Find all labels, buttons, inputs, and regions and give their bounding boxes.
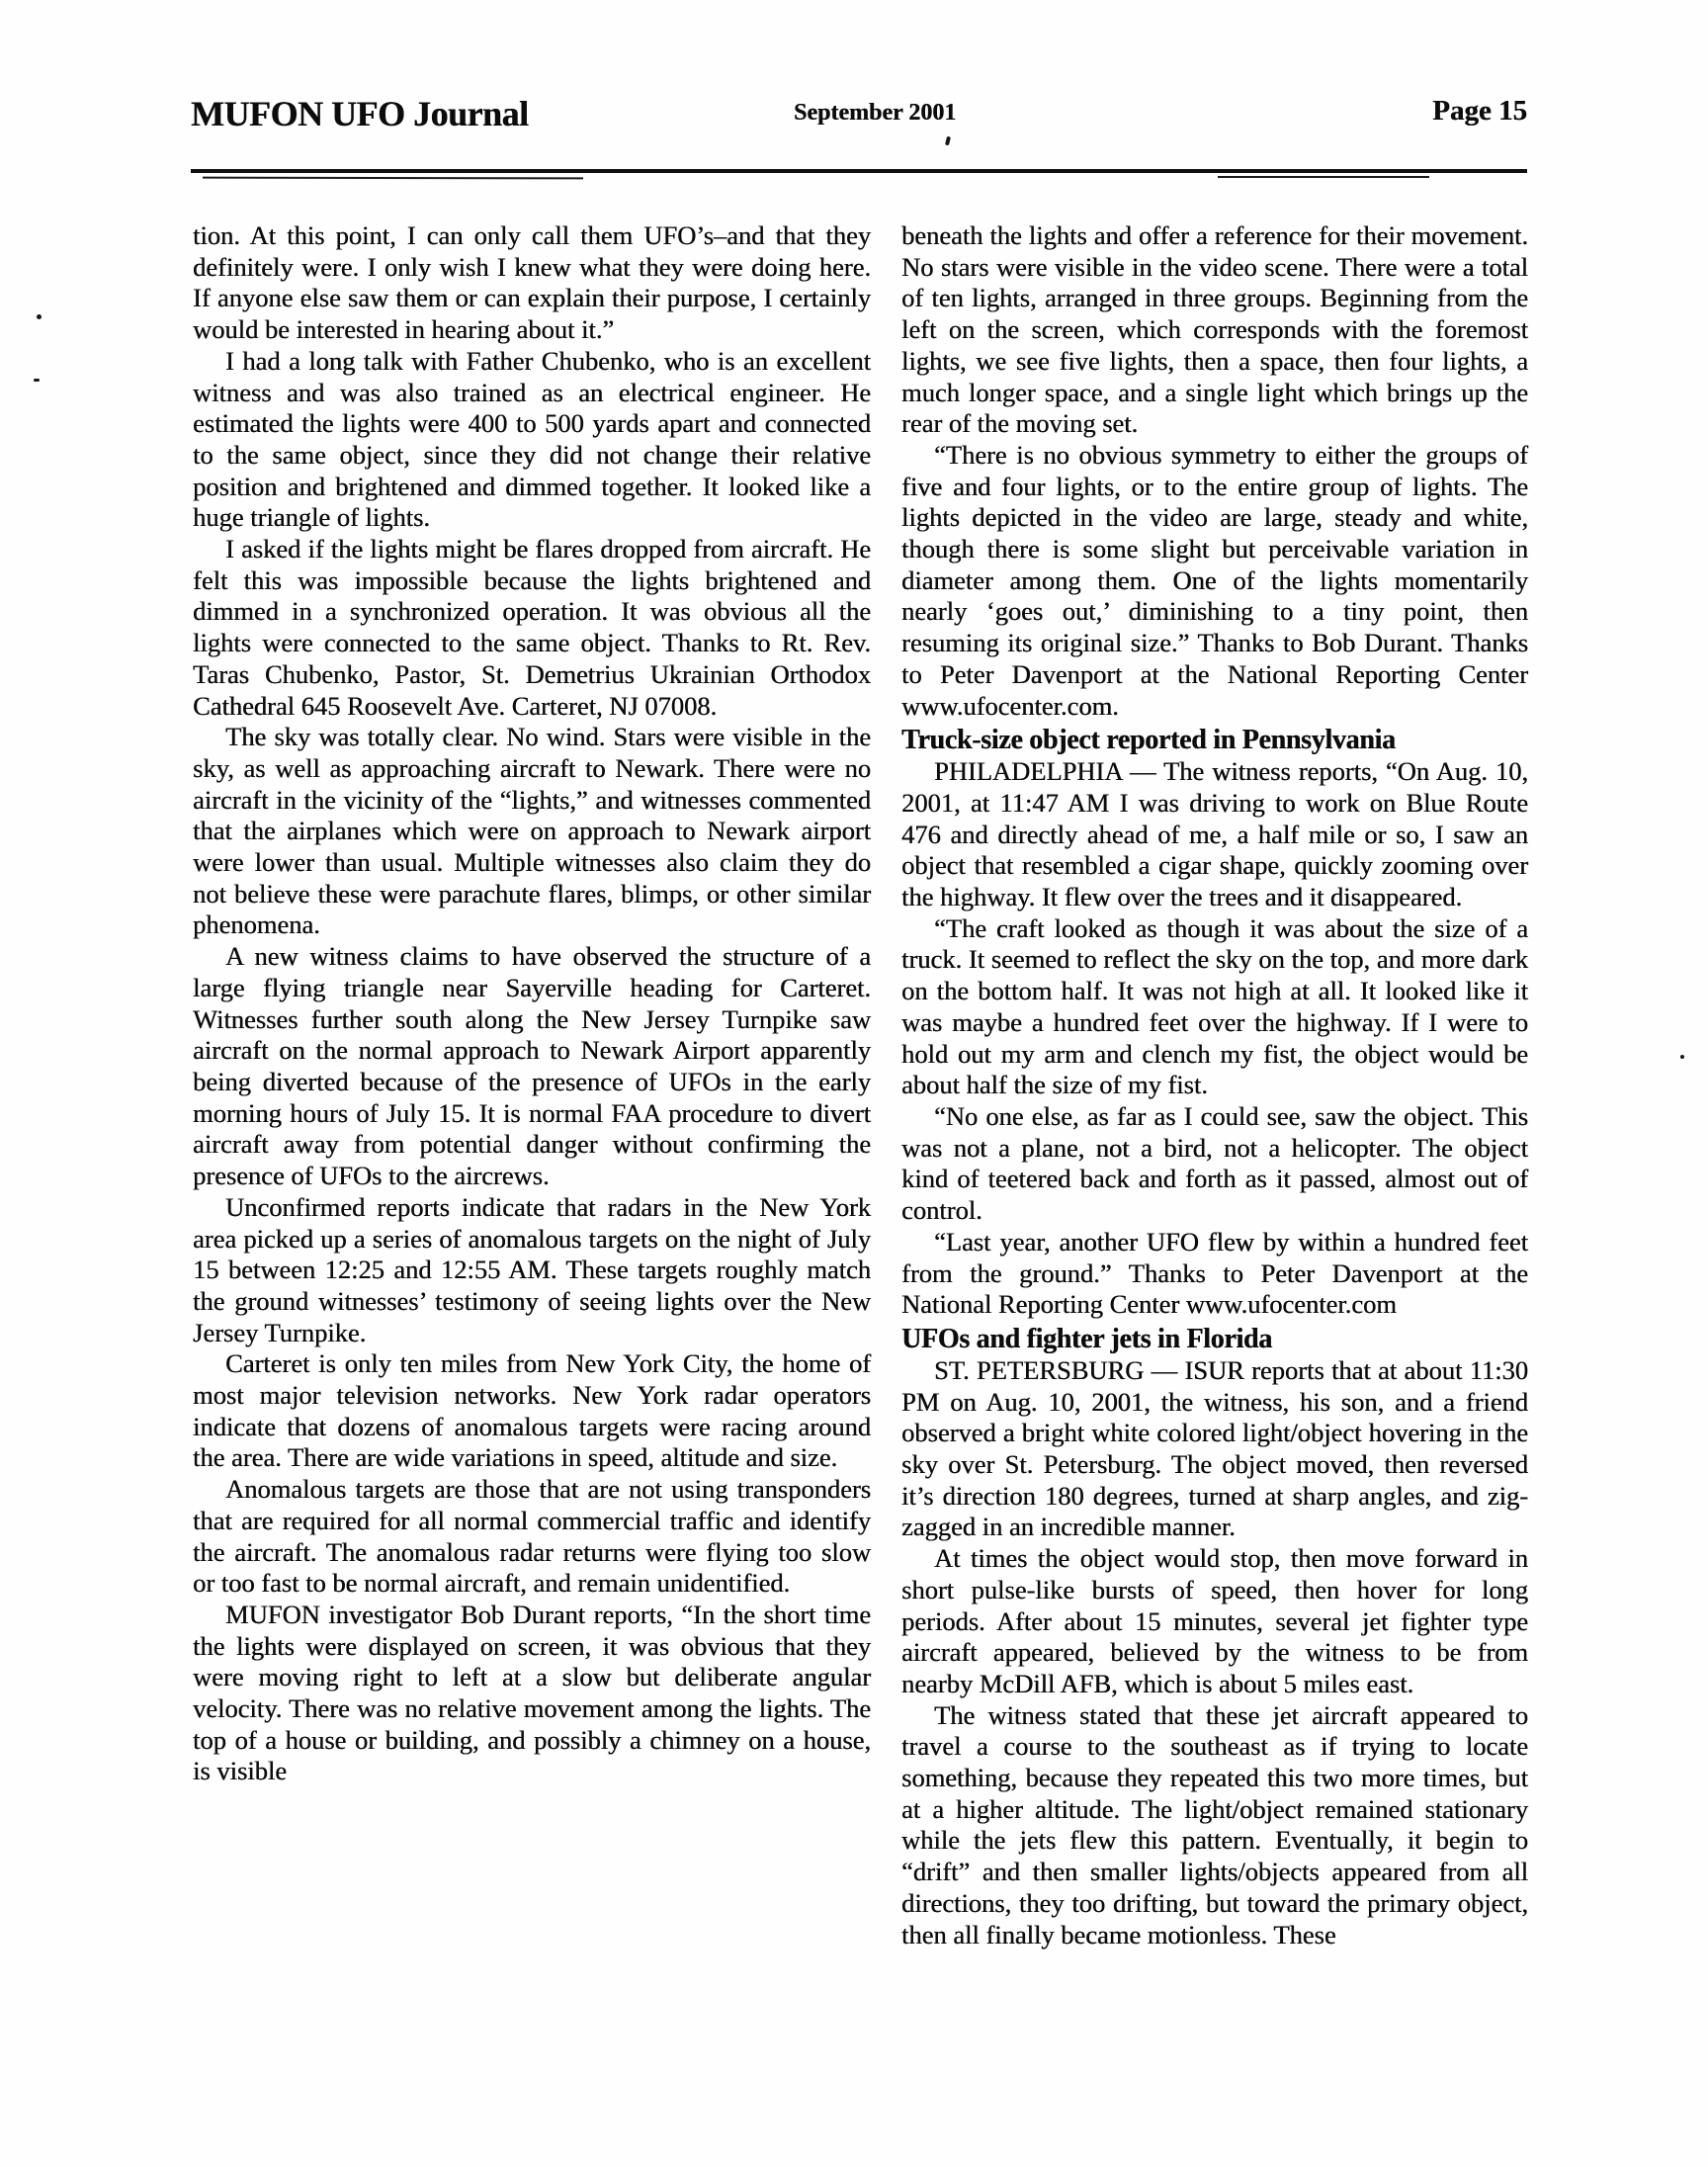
page-number: Page 15 <box>1432 95 1527 127</box>
body-paragraph: MUFON investigator Bob Durant reports, “In the short time the lights were displayed on screen, it was obvious that they were moving right to left at a slow but deliberate angular velocity. There was no relative movement among the lights. The top of a house or building, and possibly a chimney on a house, is visible <box>193 1599 871 1786</box>
body-paragraph: I had a long talk with Father Chubenko, who is an excellent witness and was also trained as an electrical engineer. He estimated the lights were 400 to 500 yards apart and connected to the same object, since they did not change their relative position and brightened and dimmed together. It looked like a huge triangle of lights. <box>193 345 871 533</box>
body-paragraph: The witness stated that these jet aircraft appeared to travel a course to the southeast as if trying to locate something, because they repeated this two more times, but at a higher altitude. The light/object remained stationary while the jets flew this pattern. Eventually, it begin to “drift” and then smaller lights/objects appeared from all directions, they too drifting, but toward the primary object, then all finally became motionless. These <box>901 1699 1528 1950</box>
body-paragraph: ST. PETERSBURG — ISUR reports that at about 11:30 PM on Aug. 10, 2001, the witness, his son, and a friend observed a bright white colored light/object hovering in the sky over St. Petersburg. The object moved, then reversed it’s direction 180 degrees, turned at sharp angles, and zig-zagged in an incredible manner. <box>901 1354 1528 1542</box>
scan-speck <box>945 136 951 146</box>
section-heading-pennsylvania: Truck-size object reported in Pennsylvania <box>901 725 1396 756</box>
body-paragraph: The sky was totally clear. No wind. Stars were visible in the sky, as well as approaching aircraft to Newark. There were no aircraft in the vicinity of the “lights,” and witnesses commented that the airplanes which were on approach to Newark airport were lower than usual. Multiple witnesses also claim they do not believe these were parachute flares, blimps, or other similar phenomena. <box>193 722 871 940</box>
section-heading-florida: UFOs and fighter jets in Florida <box>901 1323 1272 1354</box>
scan-speck <box>34 379 40 382</box>
body-paragraph: At times the object would stop, then move forward in short pulse-like bursts of speed, then hover for long periods. After about 15 minutes, several jet fighter type aircraft appeared, believed by the witness to be from nearby McDill AFB, which is about 5 miles east. <box>901 1543 1528 1698</box>
scan-speck <box>37 314 42 319</box>
body-paragraph: Anomalous targets are those that are not using transponders that are required for all normal commercial traffic and identify the aircraft. The anomalous radar returns were flying too slow or too fast to be normal aircraft, and remain unidentified. <box>193 1474 871 1599</box>
left-column <box>193 220 871 1787</box>
body-paragraph: Carteret is only ten miles from New York City, the home of most major television networks. New York radar operators indicate that dozens of anomalous targets were racing around the area. There are wide variations in speed, altitude and size. <box>193 1348 871 1473</box>
header-rule-scan-artifact <box>1218 176 1429 178</box>
body-paragraph: I asked if the lights might be flares dropped from aircraft. He felt this was impossible because the lights brightened and dimmed in a synchronized operation. It was obvious all the lights were connected to the same object. Thanks to Rt. Rev. Taras Chubenko, Pastor, St. Demetrius Ukrainian Orthodox Cathedral 645 Roosevelt Ave. Carteret, NJ 07008. <box>193 534 871 721</box>
header-rule <box>191 169 1527 173</box>
body-paragraph: “The craft looked as though it was about the size of a truck. It seemed to reflect the sky on the top, and more dark on the bottom half. It was not high at all. It looked like it was maybe a hundred feet over the highway. If I were to hold out my arm and clench my fist, the object would be about half the size of my fist. <box>901 912 1528 1100</box>
body-paragraph: beneath the lights and offer a reference for their movement. No stars were visible in the video scene. There were a total of ten lights, arranged in three groups. Beginning from the left on the screen, which corresponds with the foremost lights, we see five lights, then a space, then four lights, a much longer space, and a single light which brings up the rear of the moving set. <box>901 220 1528 439</box>
right-column <box>901 220 1528 1950</box>
journal-title: MUFON UFO Journal <box>191 94 529 133</box>
body-paragraph: A new witness claims to have observed the structure of a large flying triangle near Sayerville heading for Carteret. Witnesses further south along the New Jersey Turnpike saw aircraft on the normal approach to Newark Airport apparently being diverted because of the presence of UFOs in the early morning hours of July 15. It is normal FAA procedure to divert aircraft away from potential danger without confirming the presence of UFOs to the aircrews. <box>193 941 871 1191</box>
body-paragraph: Unconfirmed reports indicate that radars in the New York area picked up a series of anomalous targets on the night of July 15 between 12:25 and 12:55 AM. These targets roughly match the ground witnesses’ testimony of seeing lights over the New Jersey Turnpike. <box>193 1191 871 1347</box>
header-rule-scan-artifact <box>203 177 583 180</box>
body-paragraph: PHILADELPHIA — The witness reports, “On Aug. 10, 2001, at 11:47 AM I was driving to work on Blue Route 476 and directly ahead of me, a half mile or so, I saw an object that resembled a cigar shape, quickly zooming over the highway. It flew over the trees and it disappeared. <box>901 756 1528 912</box>
body-paragraph: “There is no obvious symmetry to either the groups of five and four lights, or to the entire group of lights. The lights depicted in the video are large, steady and white, though there is some slight but perceivable variation in diameter among them. One of the lights momentarily nearly ‘goes out,’ diminishing to a tiny point, then resuming its original size.” Thanks to Bob Durant. Thanks to Peter Davenport at the National Reporting Center www.ufocenter.com. <box>901 439 1528 721</box>
body-paragraph: “Last year, another UFO flew by within a hundred feet from the ground.” Thanks to Peter Davenport at the National Reporting Center www.ufocenter.com <box>901 1226 1528 1320</box>
issue-date: September 2001 <box>794 100 957 126</box>
body-paragraph: “No one else, as far as I could see, saw the object. This was not a plane, not a bird, not a helicopter. The object kind of teetered back and forth as it passed, almost out of control. <box>901 1100 1528 1226</box>
scan-speck <box>1680 1055 1684 1059</box>
body-paragraph: tion. At this point, I can only call them UFO’s–and that they definitely were. I only wish I knew what they were doing here. If anyone else saw them or can explain their purpose, I certainly would be interested in hearing about it.” <box>193 220 871 345</box>
